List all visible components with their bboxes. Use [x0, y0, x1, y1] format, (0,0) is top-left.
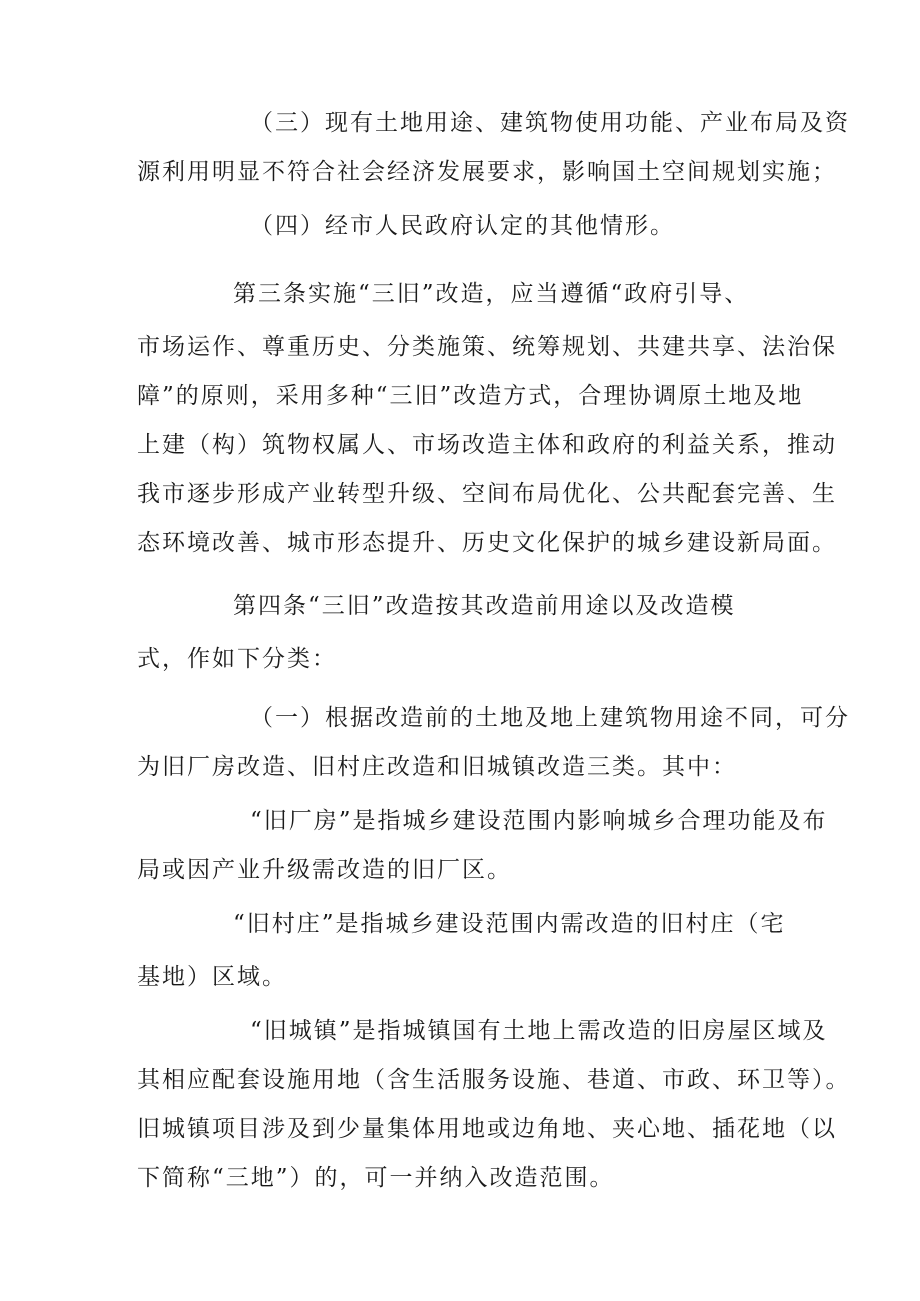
text-line: “旧村庄”是指城乡建设范围内需改造的旧村庄（宅 [233, 911, 786, 937]
text-line: 下简称“三地”）的，可一并纳入改造范围。 [137, 1165, 615, 1191]
text-line: 源利用明显不符合社会经济发展要求，影响国土空间规划实施； [137, 159, 837, 185]
text-line: 为旧厂房改造、旧村庄改造和旧城镇改造三类。其中： [137, 754, 737, 780]
text-line: 第四条“三旧”改造按其改造前用途以及改造模 [233, 593, 736, 619]
text-line: 局或因产业升级需改造的旧厂区。 [137, 857, 512, 883]
text-line: 其相应配套设施用地（含生活服务设施、巷道、市政、环卫等）。 [137, 1067, 851, 1093]
text-line: 上建（构）筑物权属人、市场改造主体和政府的利益关系，推动 [137, 432, 837, 458]
text-line: 障”的原则，采用多种“三旧”改造方式，合理协调原土地及地 [137, 383, 804, 409]
text-line: “旧城镇”是指城镇国有土地上需改造的旧房屋区域及 [250, 1018, 828, 1044]
text-line: “旧厂房”是指城乡建设范围内影响城乡合理功能及布 [250, 808, 828, 834]
text-line: 态环境改善、城市形态提升、历史文化保护的城乡建设新局面。 [137, 530, 837, 556]
text-line: 第三条实施“三旧”改造，应当遵循“政府引导、 [233, 281, 750, 307]
text-line: 式，作如下分类： [137, 646, 337, 672]
text-line: 市场运作、尊重历史、分类施策、统筹规划、共建共享、法治保 [137, 334, 837, 360]
text-line: （四）经市人民政府认定的其他情形。 [250, 213, 675, 239]
text-line: （一）根据改造前的土地及地上建筑物用途不同，可分 [250, 705, 850, 731]
text-line: 我市逐步形成产业转型升级、空间布局优化、公共配套完善、生 [137, 481, 837, 507]
text-line: 基地）区域。 [137, 964, 287, 990]
text-line: （三）现有土地用途、建筑物使用功能、产业布局及资 [250, 110, 850, 136]
text-line: 旧城镇项目涉及到少量集体用地或边角地、夹心地、插花地（以 [137, 1116, 837, 1142]
